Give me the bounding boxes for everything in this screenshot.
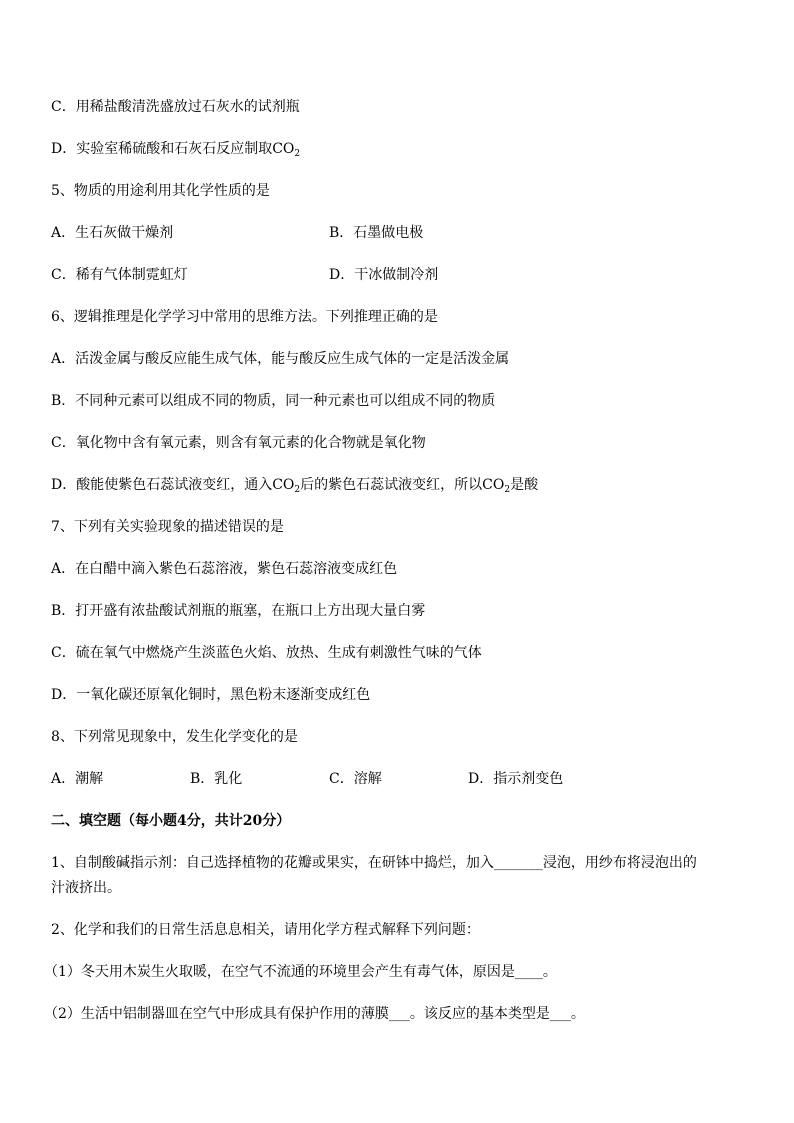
q6-option-a: A．活泼金属与酸反应能生成气体，能与酸反应生成气体的一定是活泼金属 [51, 351, 510, 367]
q5-option-d: D．干冰做制冷剂 [329, 267, 439, 283]
q4-option-c: C．用稀盐酸清洗盛放过石灰水的试剂瓶 [51, 99, 300, 115]
f1-line-2: 汁液挤出。 [51, 880, 121, 896]
q8-stem: 8、下列常见现象中，发生化学变化的是 [51, 729, 298, 745]
f2-part-1: （1）冬天用木炭生火取暖，在空气不流通的环境里会产生有毒气体，原因是____。 [44, 964, 557, 980]
q7-option-b: B．打开盛有浓盐酸试剂瓶的瓶塞，在瓶口上方出现大量白雾 [51, 603, 426, 619]
q8-option-c: C．溶解 [329, 771, 382, 787]
f2-part-2: （2）生活中铝制器皿在空气中形成具有保护作用的薄膜___。该反应的基本类型是___。 [44, 1006, 585, 1022]
q6-option-c: C．氧化物中含有氧元素，则含有氧元素的化合物就是氧化物 [51, 435, 426, 451]
q6-option-b: B．不同种元素可以组成不同的物质，同一种元素也可以组成不同的物质 [51, 393, 496, 409]
q8-option-d: D．指示剂变色 [468, 771, 564, 787]
q7-option-d: D．一氧化碳还原氧化铜时，黑色粉末逐渐变成红色 [51, 687, 371, 703]
f2-stem: 2、化学和我们的日常生活息息相关，请用化学方程式解释下列问题： [51, 922, 480, 938]
q6-option-d: D．酸能使紫色石蕊试液变红，通入$CO_2$后的紫色石蕊试液变红，所以$CO_2$是酸 [51, 477, 539, 495]
q5-option-a: A．生石灰做干燥剂 [51, 225, 174, 241]
f1-line-1: 1、自制酸碱指示剂：自己选择植物的花瓣或果实，在研钵中捣烂，加入_______浸泡，用纱布将浸泡出的 [51, 855, 697, 871]
q6-stem: 6、逻辑推理是化学学习中常用的思维方法。下列推理正确的是 [51, 309, 438, 325]
q7-stem: 7、下列有关实验现象的描述错误的是 [51, 519, 284, 535]
q4-option-d: D．实验室稀硫酸和石灰石反应制取$CO_2$ [51, 141, 301, 159]
q7-option-a: A．在白醋中滴入紫色石蕊溶液，紫色石蕊溶液变成红色 [51, 561, 398, 577]
q5-option-c: C．稀有气体制霓虹灯 [51, 267, 188, 283]
q5-option-b: B．石墨做电极 [329, 225, 424, 241]
q7-option-c: C．硫在氧气中燃烧产生淡蓝色火焰、放热、生成有刺激性气味的气体 [51, 645, 482, 661]
section-heading-fill-in: 二、填空题（每小题4分，共计20分） [51, 813, 291, 829]
q8-option-b: B．乳化 [190, 771, 243, 787]
q5-stem: 5、物质的用途利用其化学性质的是 [51, 183, 270, 199]
q8-option-a: A．潮解 [51, 771, 104, 787]
